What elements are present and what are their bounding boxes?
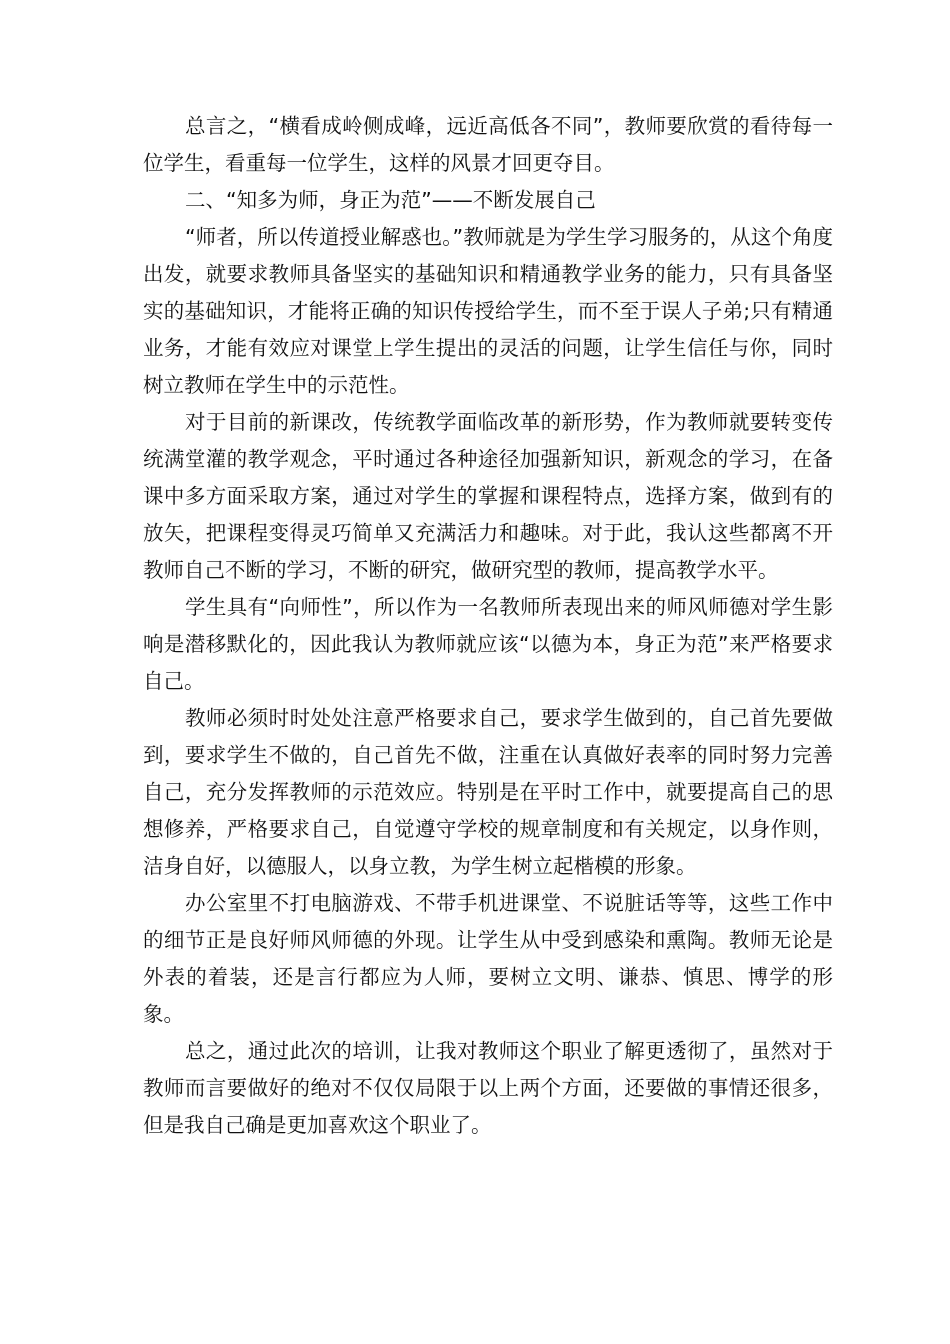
paragraph-final-summary: 总之，通过此次的培训，让我对教师这个职业了解更透彻了，虽然对于教师而言要做好的绝对不仅仅局限于以上两个方面，还要做的事情还很多，但是我自己确是更加喜欢这个职业了。 xyxy=(143,1039,833,1137)
paragraph-conclusion-appreciation: 总言之，“横看成岭侧成峰，远近高低各不同”，教师要欣赏的看待每一位学生，看重每一位学生，这样的风景才回更夺目。 xyxy=(143,114,833,175)
paragraph-self-discipline: 教师必须时时处处注意严格要求自己，要求学生做到的，自己首先要做到，要求学生不做的，自己首先不做，注重在认真做好表率的同时努力完善自己，充分发挥教师的示范效应。特别是在平时工作中，就要提高自己的思想修养，严格要求自己，自觉遵守学校的规章制度和有关规定，以身作则，洁身自好，以德服人，以身立教，为学生树立起楷模的形象。 xyxy=(143,706,833,878)
paragraph-teacher-knowledge: “师者，所以传道授业解惑也。”教师就是为学生学习服务的，从这个角度出发，就要求教师具备坚实的基础知识和精通教学业务的能力，只有具备坚实的基础知识，才能将正确的知识传授给学生，而不至于误人子弟;只有精通业务，才能有效应对课堂上学生提出的灵活的问题，让学生信任与你，同时树立教师在学生中的示范性。 xyxy=(143,225,833,397)
paragraph-office-conduct: 办公室里不打电脑游戏、不带手机进课堂、不说脏话等等，这些工作中的细节正是良好师风师德的外现。让学生从中受到感染和熏陶。教师无论是外表的着装，还是言行都应为人师，要树立文明、谦恭、慎思、博学的形象。 xyxy=(143,891,833,1026)
paragraph-curriculum-reform: 对于目前的新课改，传统教学面临改革的新形势，作为教师就要转变传统满堂灌的教学观念，平时通过各种途径加强新知识，新观念的学习，在备课中多方面采取方案，通过对学生的掌握和课程特点，选择方案，做到有的放矢，把课程变得灵巧简单又充满活力和趣味。对于此，我认这些都离不开教师自己不断的学习，不断的研究，做研究型的教师，提高教学水平。 xyxy=(143,410,833,582)
paragraph-teacher-ethics: 学生具有“向师性”，所以作为一名教师所表现出来的师风师德对学生影响是潜移默化的，因此我认为教师就应该“以德为本，身正为范”来严格要求自己。 xyxy=(143,595,833,693)
section-heading-two: 二、“知多为师，身正为范”——不断发展自己 xyxy=(185,188,596,212)
document-body xyxy=(143,108,833,1144)
